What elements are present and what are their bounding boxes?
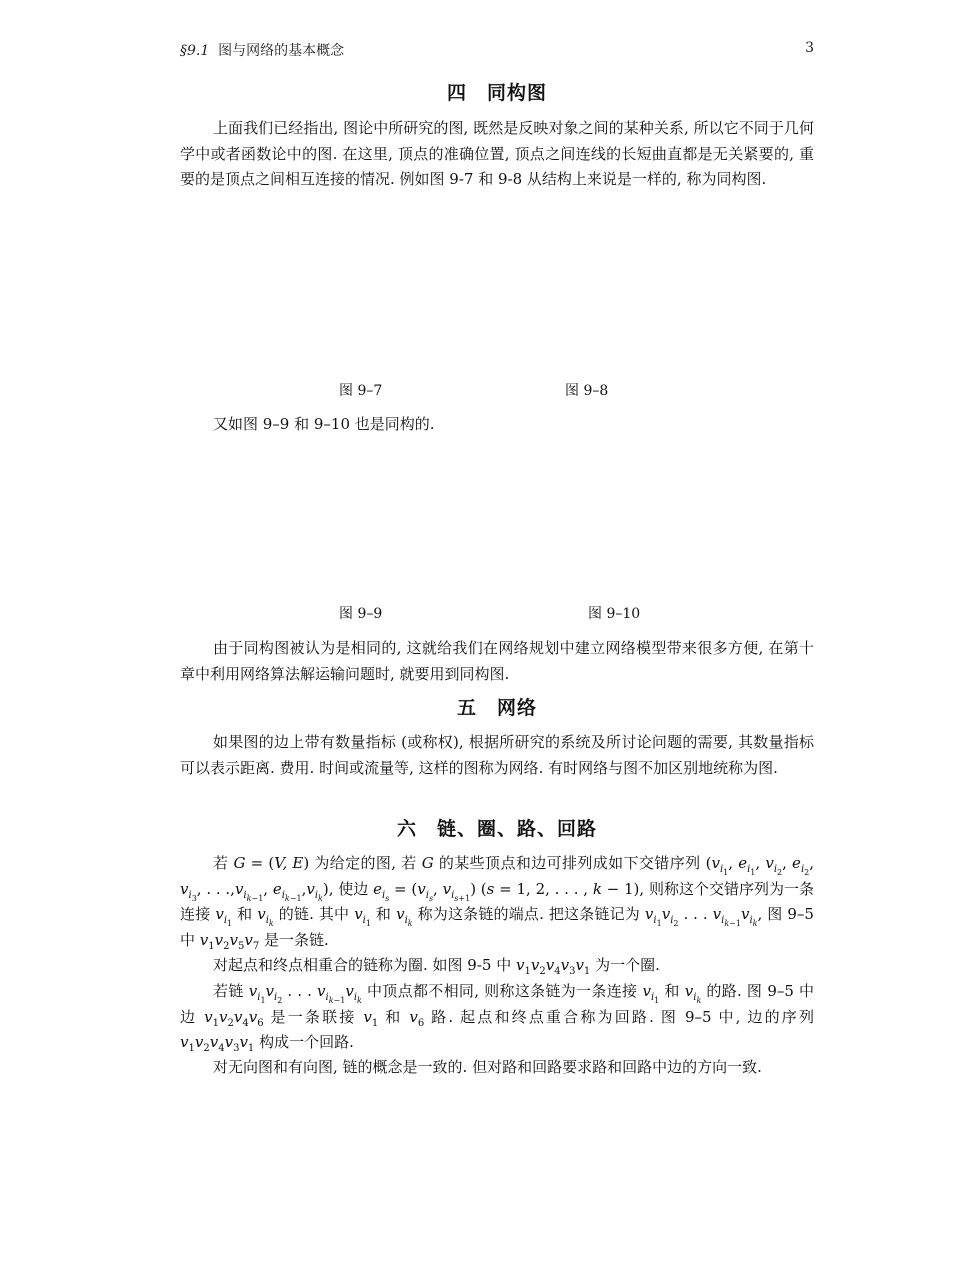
- heading-network: 五 网络: [456, 697, 537, 719]
- header-section-number: §9.1: [180, 43, 210, 59]
- caption-fig-9-10: 图 9–10: [588, 606, 641, 622]
- figure-area-9-7-9-8: [180, 222, 814, 372]
- paragraph-isomorphism-usage: 由于同构图被认为是相同的, 这就给我们在网络规划中建立网络模型带来很多方便, 在第十章中利用网络算法解运输问题时, 就要用到同构图.: [180, 639, 814, 683]
- header-section-title: 图与网络的基本概念: [218, 43, 345, 59]
- paragraph-network: 如果图的边上带有数量指标 (或称权), 根据所研究的系统及所讨论问题的需要, 其数量指标可以表示距离. 费用. 时间或流量等, 这样的图称为网络. 有时网络与图不加区别地统称为图.: [180, 733, 814, 777]
- page-number: 3: [805, 40, 814, 56]
- paragraph-directed: 对无向图和有向图, 链的概念是一致的. 但对路和回路要求路和回路中边的方向一致.: [213, 1058, 762, 1076]
- paragraph-path: 若链 $v_{i_1}v_{i_2}$ . . . $v_{i_{k-1}}v_{i_k}$ 中顶点都不相同, 则称这条链为一条连接 $v_{i_1}$ 和 $v_{i_k}$ 的路. 图 9–5 中边 $v_1v_2v_4v_6$ 是一条联接 $v_1$ 和 $v_6$ 路. 起点和终点重合称为回路. 图 9–5 中, 边的序列 $v_1v_2v_4v_3v_1$ 构成一个回路.: [180, 982, 814, 1054]
- paragraph-chain-definition: 若 G = (V, E) 为给定的图, 若 G 的某些顶点和边可排列成如下交错序列 ($v_{i_1}$, $e_{i_1}$, $v_{i_2}$, $e_{i_2}$, $v_{i_3}$, . . $.,v_{i_{k-1}}$, $e_{i_{k-1}},v_{i_k}$), 使边 $e_{i_s} = (v_{i_s}$, $v_{i_{s+1}}$) (s = 1, 2, . . . , k − 1), 则称这个交错序列为一条连接 $v_{i_1}$ 和 $v_{i_k}$ 的链. 其中 $v_{i_1}$ 和 $v_{i_k}$ 称为这条链的端点. 把这条链记为 $v_{i_1}v_{i_2}$ . . . $v_{i_{k-1}}v_{i_k}$, 图 9–5 中 $v_1v_2v_5v_7$ 是一条链.: [180, 854, 815, 952]
- heading-isomorphism: 四 同构图: [446, 82, 547, 104]
- caption-fig-9-9: 图 9–9: [339, 606, 383, 622]
- caption-fig-9-7: 图 9–7: [339, 383, 383, 399]
- heading-chain: 六 链、圈、路、回路: [396, 818, 597, 840]
- paragraph-isomorphism-intro: 上面我们已经指出, 图论中所研究的图, 既然是反映对象之间的某种关系, 所以它不同于几何学中或者函数论中的图. 在这里, 顶点的准确位置, 顶点之间连线的长短曲直都是无关紧要的, 重要的是顶点之间相互连接的情况. 例如图 9-7 和 9-8 从结构上来说是一样的, 称为同构图.: [180, 119, 814, 188]
- paragraph-isomorphism-second: 又如图 9–9 和 9–10 也是同构的.: [213, 415, 435, 433]
- figure-area-9-9-9-10: [180, 445, 814, 595]
- header-section: [180, 40, 344, 60]
- paragraph-cycle: 对起点和终点相重合的链称为圈. 如图 9-5 中 $v_1v_2v_4v_3v_1$ 为一个圈.: [213, 956, 660, 977]
- caption-fig-9-8: 图 9–8: [565, 383, 609, 399]
- running-head: [180, 40, 814, 60]
